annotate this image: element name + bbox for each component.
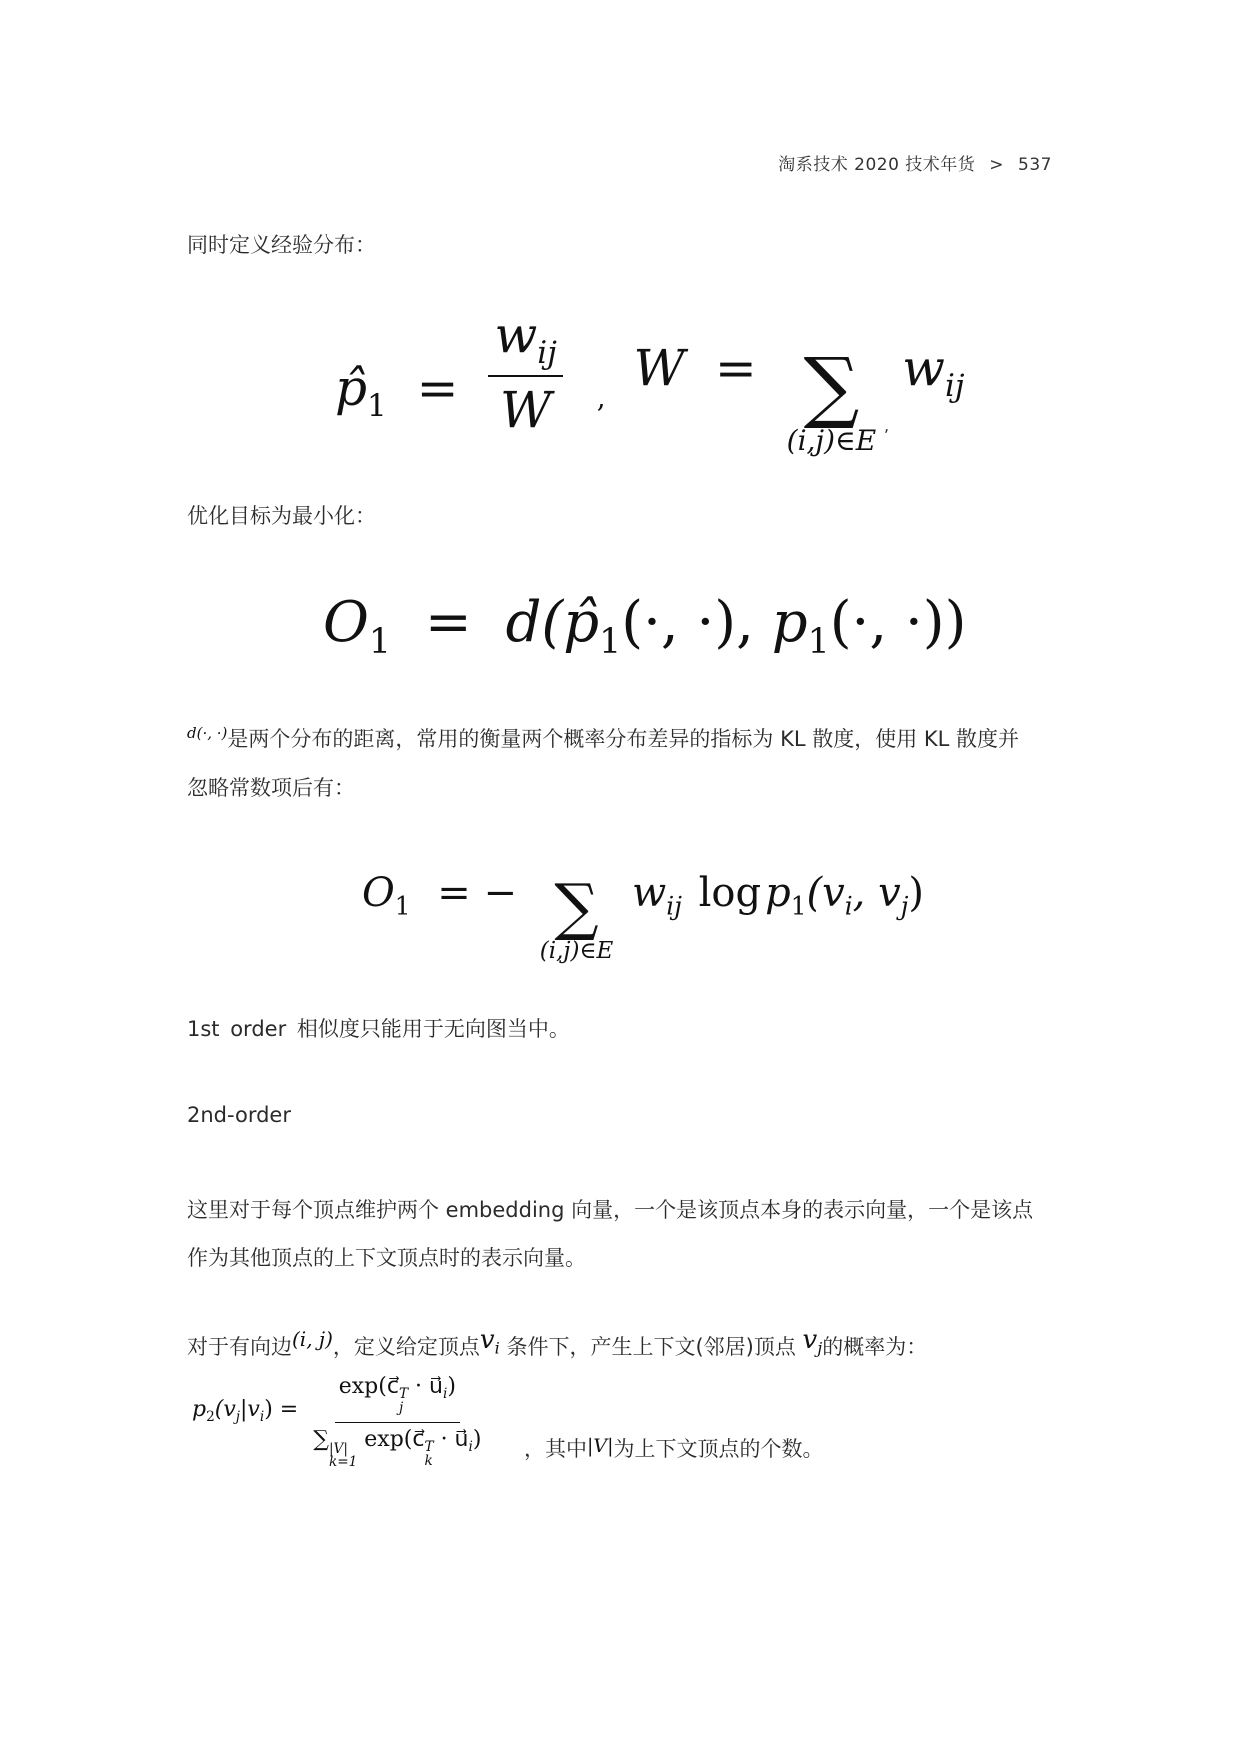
eq4-num: exp(c⃗ — [338, 1374, 399, 1399]
paragraph-kl-divergence-line1 — [187, 723, 1019, 753]
eq2-p: p — [771, 590, 808, 655]
eq4-den-sup: |V| — [328, 1440, 348, 1457]
eq1-trailing-comma: , — [884, 416, 890, 435]
eq2-p-sub: 1 — [807, 622, 830, 663]
eq3-vi-sub: i — [844, 891, 853, 921]
eq1-numerator: w — [494, 306, 538, 364]
eq4-tail-V: |V| — [587, 1435, 614, 1457]
p6-vi-sub: i — [494, 1338, 500, 1358]
eq3-O: O — [362, 870, 395, 916]
eq3-log: log — [698, 870, 762, 916]
eq1-W: W — [633, 339, 685, 398]
eq4-den-exp: exp(c⃗ — [357, 1426, 425, 1452]
p6-edge: (i, j) — [292, 1327, 333, 1351]
eq3-sum — [539, 870, 614, 964]
eq4-num-close: ) — [447, 1374, 456, 1399]
eq4-lhs: p — [192, 1396, 207, 1422]
eq3-p: p — [765, 870, 791, 916]
paragraph-conditional-probability — [187, 1325, 928, 1364]
paragraph-empirical-distribution: 同时定义经验分布： — [187, 233, 376, 257]
paragraph-first-order-note: 1st order 相似度只能用于无向图当中。 — [187, 1017, 570, 1041]
eq4-den-rest: · u⃗ — [433, 1426, 469, 1452]
eq1-equals-2: = — [714, 339, 757, 398]
p6-part2: ，定义给定顶点 — [332, 1335, 480, 1359]
eq1-comma: , — [596, 381, 606, 415]
eq4-den-close: ) — [472, 1426, 482, 1452]
eq3-vj-sub: j — [900, 891, 909, 921]
equation-objective-log — [362, 852, 924, 964]
eq2-args-2: (·, ·)) — [829, 590, 967, 655]
kl-line1-text: 是两个分布的距离，常用的衡量两个概率分布差异的指标为 KL 散度，使用 KL 散度并 — [227, 727, 1020, 751]
eq3-p-sub: 1 — [790, 891, 807, 921]
eq2-d-open: d( — [505, 590, 564, 655]
page-header — [778, 150, 1052, 175]
eq3-args-mid: , v — [852, 870, 901, 916]
equation-softmax-probability — [192, 1374, 485, 1470]
p6-part3: 条件下，产生上下文(邻居)顶点 — [499, 1335, 803, 1359]
eq1-denominator: W — [499, 380, 552, 439]
eq4-den-sigma: ∑ — [313, 1426, 329, 1452]
eq4-num-u-sub: i — [442, 1385, 448, 1402]
eq4-lhs-args: (v — [214, 1396, 236, 1422]
eq3-args-open: (v — [806, 870, 845, 916]
equation-tail-text — [524, 1433, 824, 1463]
eq4-lhs-close: ) = — [264, 1396, 299, 1422]
eq3-equals-minus: = − — [437, 870, 518, 916]
eq3-O-sub: 1 — [394, 891, 411, 921]
eq3-sigma: ∑ — [554, 870, 599, 943]
equation-objective-distance — [323, 590, 966, 662]
p6-part4: 的概率为： — [822, 1335, 928, 1359]
eq1-w: w — [902, 339, 945, 398]
p6-vj: v — [802, 1325, 818, 1355]
paragraph-kl-divergence-line2: 忽略常数项后有： — [187, 776, 355, 800]
equation-empirical-distribution — [335, 306, 965, 457]
eq4-tail-part2: 为上下文顶点的个数。 — [613, 1437, 824, 1461]
eq4-lhs-sub: 2 — [206, 1408, 215, 1425]
eq2-O-sub: 1 — [368, 622, 392, 663]
eq1-fraction — [488, 306, 562, 439]
eq2-p-hat-sub: 1 — [599, 622, 622, 663]
eq1-w-sub: ij — [944, 368, 965, 405]
header-separator: > — [989, 155, 1005, 175]
page-number: 537 — [1018, 155, 1052, 175]
eq4-lhs-vi-sub: i — [259, 1408, 265, 1425]
eq4-fraction — [309, 1374, 485, 1470]
eq2-equals: = — [424, 590, 472, 655]
eq4-den-sub: k=1 — [328, 1454, 358, 1471]
eq3-sum-index: (i,j)∈E — [539, 938, 614, 964]
p6-vj-sub: j — [817, 1338, 823, 1358]
eq1-lhs: p̂ — [335, 359, 368, 418]
eq1-equals: = — [416, 359, 459, 418]
eq4-num-rest: · u⃗ — [408, 1374, 443, 1399]
eq4-den-c-sup: T — [424, 1439, 434, 1456]
eq1-sum — [786, 341, 877, 457]
section-heading-2nd-order: 2nd-order — [187, 1103, 291, 1127]
eq4-den-u-sub: i — [468, 1438, 473, 1455]
p6-part1: 对于有向边 — [187, 1335, 292, 1359]
eq4-lhs-bar: |v — [240, 1396, 260, 1422]
eq4-lhs-vj-sub: j — [235, 1408, 241, 1425]
eq1-numerator-sub: ij — [537, 334, 557, 371]
eq4-den-c-sub: k — [424, 1452, 433, 1469]
eq2-args-1: (·, ·), — [621, 590, 754, 655]
d-function-inline: d(·, ·) — [187, 724, 228, 742]
eq4-tail-part1: ，其中 — [524, 1437, 587, 1461]
eq3-w-sub: ij — [666, 891, 682, 921]
p6-vi: v — [479, 1325, 495, 1355]
eq4-num-sub: j — [398, 1400, 404, 1417]
paragraph-optimization-goal: 优化目标为最小化： — [187, 504, 376, 528]
eq3-w: w — [632, 870, 667, 916]
paragraph-embedding-line2: 作为其他顶点的上下文顶点时的表示向量。 — [187, 1246, 586, 1270]
eq1-sigma: ∑ — [803, 341, 860, 432]
eq3-args-close: ) — [908, 870, 924, 916]
eq4-num-sup: T — [398, 1386, 409, 1403]
eq2-p-hat: p̂ — [563, 590, 600, 655]
paragraph-embedding-line1: 这里对于每个顶点维护两个 embedding 向量，一个是该顶点本身的表示向量，一个是该点 — [187, 1198, 1034, 1222]
eq1-lhs-sub: 1 — [367, 388, 387, 425]
book-title: 淘系技术 2020 技术年货 — [778, 155, 976, 175]
eq2-O: O — [323, 590, 369, 655]
eq1-sum-index: (i,j)∈E — [786, 423, 877, 457]
